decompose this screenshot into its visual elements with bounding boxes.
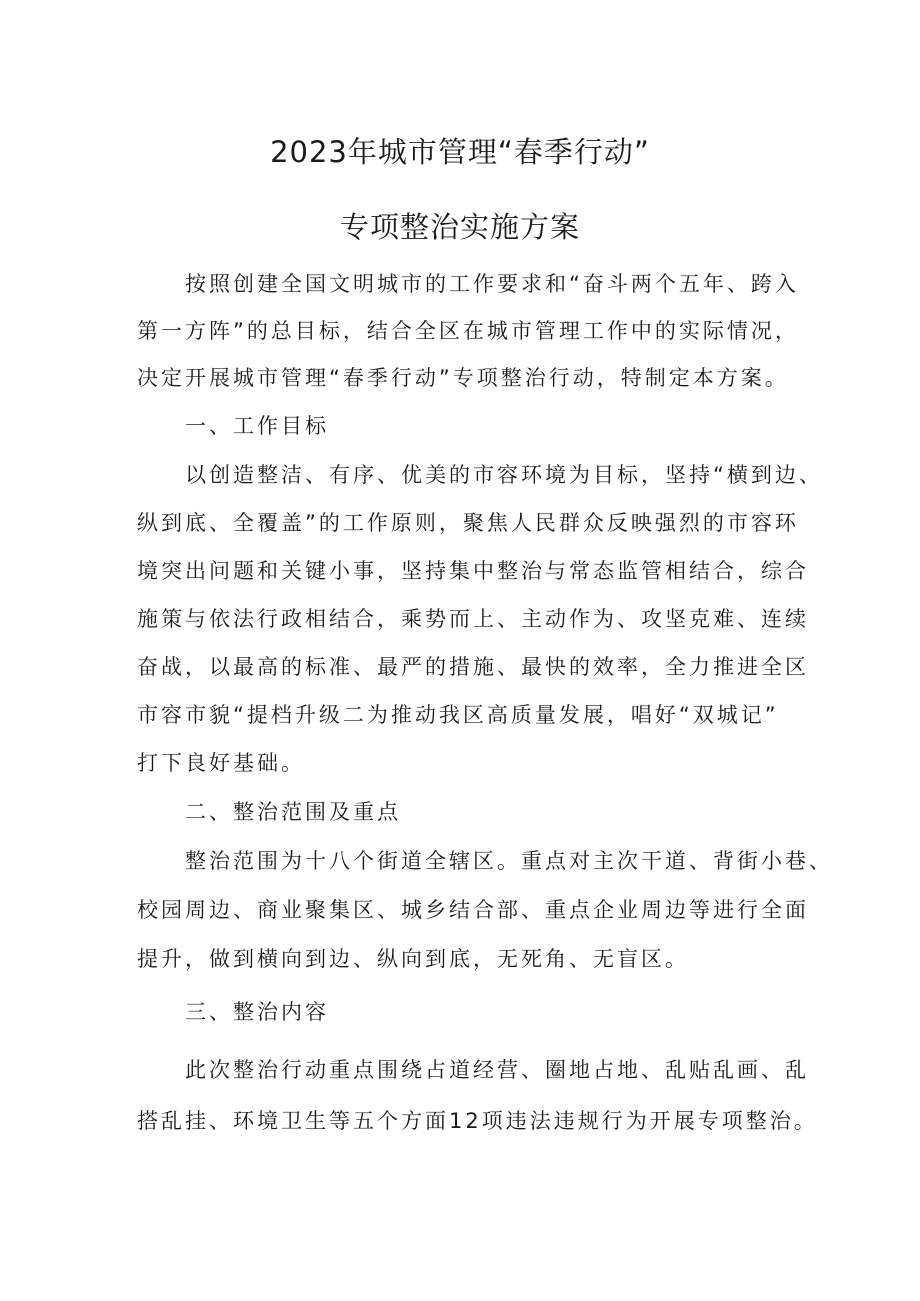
document-title-line-2: 专项整治实施方案 [339, 210, 580, 244]
content-paragraph-line-2: 搭乱挂、环境卫生等五个方面12项违法违规行为开展专项整治。 [137, 1109, 818, 1133]
goals-paragraph-line-1: 以创造整洁、有序、优美的市容环境为目标，坚持“横到边、 [185, 463, 823, 487]
scope-paragraph-line-1: 整治范围为十八个街道全辖区。重点对主次干道、背街小巷、 [185, 849, 833, 873]
section-heading-work-goals: 一、工作目标 [185, 414, 329, 438]
intro-paragraph-line-1: 按照创建全国文明城市的工作要求和“奋斗两个五年、跨入 [185, 272, 799, 296]
content-paragraph-line-1: 此次整治行动重点围绕占道经营、圈地占地、乱贴乱画、乱 [185, 1058, 809, 1082]
scope-paragraph-line-3: 提升，做到横向到边、纵向到底，无死角、无盲区。 [137, 947, 689, 971]
intro-paragraph-line-3: 决定开展城市管理“春季行动”专项整治行动，特制定本方案。 [137, 366, 789, 390]
scope-paragraph-line-2: 校园周边、商业聚集区、城乡结合部、重点企业周边等进行全面 [137, 898, 809, 922]
section-heading-scope: 二、整治范围及重点 [185, 800, 401, 824]
document-title-line-1: 2023年城市管理“春季行动” [270, 135, 650, 169]
goals-paragraph-line-5: 奋战，以最高的标准、最严的措施、最快的效率，全力推进全区 [137, 655, 809, 679]
goals-paragraph-line-6: 市容市貌“提档升级二为推动我区高质量发展，唱好“双城记” [137, 703, 779, 727]
goals-paragraph-line-7: 打下良好基础。 [137, 751, 305, 775]
section-heading-content: 三、整治内容 [185, 1000, 329, 1024]
intro-paragraph-line-2: 第一方阵”的总目标，结合全区在城市管理工作中的实际情况， [137, 319, 799, 343]
goals-paragraph-line-3: 境突出问题和关键小事，坚持集中整治与常态监管相结合，综合 [137, 559, 809, 583]
goals-paragraph-line-4: 施策与依法行政相结合，乘势而上、主动作为、攻坚克难、连续 [137, 607, 809, 631]
goals-paragraph-line-2: 纵到底、全覆盖”的工作原则，聚焦人民群众反映强烈的市容环 [137, 511, 799, 535]
